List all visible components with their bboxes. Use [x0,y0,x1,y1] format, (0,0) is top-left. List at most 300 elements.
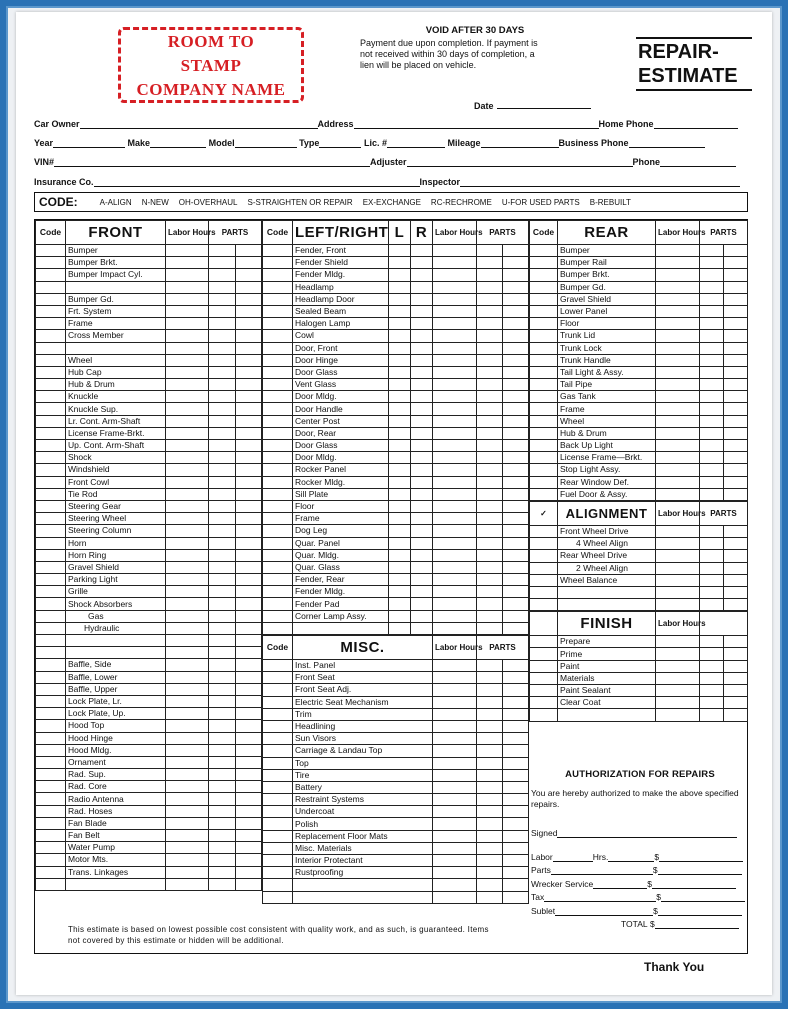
entry-cell[interactable] [433,379,477,391]
entry-cell[interactable] [411,476,433,488]
entry-cell[interactable] [411,318,433,330]
code-cell[interactable] [530,697,558,709]
entry-cell[interactable] [209,464,236,476]
entry-cell[interactable] [389,293,411,305]
code-cell[interactable] [36,659,66,671]
entry-cell[interactable] [503,305,529,317]
entry-cell[interactable] [411,379,433,391]
code-cell[interactable] [36,817,66,829]
entry-cell[interactable] [236,586,262,598]
entry-cell[interactable] [236,635,262,647]
entry-cell[interactable] [209,561,236,573]
entry-cell[interactable] [656,660,700,672]
entry-cell[interactable] [656,709,700,721]
entry-cell[interactable] [477,757,503,769]
code-cell[interactable] [36,830,66,842]
entry-cell[interactable] [166,245,209,257]
entry-cell[interactable] [389,305,411,317]
entry-cell[interactable] [433,305,477,317]
entry-cell[interactable] [503,794,529,806]
code-cell[interactable] [530,648,558,660]
entry-cell[interactable] [411,269,433,281]
type-field[interactable] [319,139,361,148]
entry-cell[interactable] [477,342,503,354]
entry-cell[interactable] [433,427,477,439]
entry-cell[interactable] [236,830,262,842]
code-cell[interactable] [36,574,66,586]
code-cell[interactable] [263,379,293,391]
entry-cell[interactable] [433,561,477,573]
code-cell[interactable] [36,257,66,269]
code-cell[interactable] [36,732,66,744]
entry-cell[interactable] [209,525,236,537]
entry-cell[interactable] [411,464,433,476]
entry-cell[interactable] [724,538,748,550]
entry-cell[interactable] [209,257,236,269]
entry-cell[interactable] [503,610,529,622]
entry-cell[interactable] [503,427,529,439]
entry-cell[interactable] [166,330,209,342]
vin-field[interactable] [54,158,370,167]
entry-cell[interactable] [700,415,724,427]
entry-cell[interactable] [724,354,748,366]
entry-cell[interactable] [236,878,262,890]
entry-cell[interactable] [433,391,477,403]
entry-cell[interactable] [700,293,724,305]
entry-cell[interactable] [656,379,700,391]
entry-cell[interactable] [166,683,209,695]
phone-field[interactable] [660,158,736,167]
entry-cell[interactable] [236,854,262,866]
entry-cell[interactable] [433,342,477,354]
entry-cell[interactable] [433,488,477,500]
entry-cell[interactable] [724,488,748,500]
entry-cell[interactable] [166,525,209,537]
entry-cell[interactable] [209,513,236,525]
entry-cell[interactable] [411,586,433,598]
code-cell[interactable] [36,330,66,342]
entry-cell[interactable] [724,464,748,476]
code-cell[interactable] [530,269,558,281]
entry-cell[interactable] [724,305,748,317]
code-cell[interactable] [530,685,558,697]
entry-cell[interactable] [166,342,209,354]
entry-cell[interactable] [411,293,433,305]
entry-cell[interactable] [166,354,209,366]
entry-cell[interactable] [503,464,529,476]
code-cell[interactable] [263,745,293,757]
code-cell[interactable] [263,622,293,634]
entry-cell[interactable] [389,257,411,269]
code-cell[interactable] [263,269,293,281]
entry-cell[interactable] [656,636,700,648]
entry-cell[interactable] [503,415,529,427]
entry-cell[interactable] [656,427,700,439]
entry-cell[interactable] [411,330,433,342]
entry-cell[interactable] [700,427,724,439]
entry-cell[interactable] [209,598,236,610]
entry-cell[interactable] [433,366,477,378]
code-cell[interactable] [36,464,66,476]
entry-cell[interactable] [236,683,262,695]
entry-cell[interactable] [477,891,503,903]
entry-cell[interactable] [411,305,433,317]
entry-cell[interactable] [503,696,529,708]
entry-cell[interactable] [656,440,700,452]
entry-cell[interactable] [477,427,503,439]
entry-cell[interactable] [389,500,411,512]
entry-cell[interactable] [209,537,236,549]
entry-cell[interactable] [209,671,236,683]
entry-cell[interactable] [724,403,748,415]
entry-cell[interactable] [236,695,262,707]
entry-cell[interactable] [433,574,477,586]
entry-cell[interactable] [477,537,503,549]
entry-cell[interactable] [166,756,209,768]
code-cell[interactable] [530,452,558,464]
entry-cell[interactable] [724,366,748,378]
entry-cell[interactable] [477,830,503,842]
entry-cell[interactable] [236,525,262,537]
entry-cell[interactable] [411,452,433,464]
lic-field[interactable] [387,139,445,148]
entry-cell[interactable] [209,281,236,293]
entry-cell[interactable] [411,561,433,573]
code-cell[interactable] [263,696,293,708]
entry-cell[interactable] [209,403,236,415]
labor-amount-field[interactable] [659,853,743,862]
entry-cell[interactable] [724,440,748,452]
entry-cell[interactable] [656,464,700,476]
inspector-field[interactable] [460,178,740,187]
entry-cell[interactable] [700,488,724,500]
entry-cell[interactable] [700,379,724,391]
entry-cell[interactable] [477,574,503,586]
entry-cell[interactable] [236,488,262,500]
entry-cell[interactable] [503,476,529,488]
entry-cell[interactable] [236,245,262,257]
entry-cell[interactable] [389,513,411,525]
entry-cell[interactable] [433,830,477,842]
entry-cell[interactable] [389,366,411,378]
entry-cell[interactable] [503,281,529,293]
code-cell[interactable] [36,610,66,622]
entry-cell[interactable] [656,525,700,537]
entry-cell[interactable] [700,245,724,257]
entry-cell[interactable] [389,415,411,427]
entry-cell[interactable] [503,733,529,745]
code-cell[interactable] [263,513,293,525]
entry-cell[interactable] [433,684,477,696]
code-cell[interactable] [36,878,66,890]
entry-cell[interactable] [433,476,477,488]
code-cell[interactable] [530,379,558,391]
entry-cell[interactable] [503,660,529,672]
entry-cell[interactable] [433,794,477,806]
entry-cell[interactable] [724,574,748,586]
code-cell[interactable] [530,293,558,305]
entry-cell[interactable] [236,598,262,610]
entry-cell[interactable] [433,867,477,879]
entry-cell[interactable] [166,598,209,610]
entry-cell[interactable] [389,586,411,598]
entry-cell[interactable] [166,708,209,720]
entry-cell[interactable] [477,440,503,452]
entry-cell[interactable] [503,366,529,378]
entry-cell[interactable] [166,586,209,598]
entry-cell[interactable] [389,525,411,537]
code-cell[interactable] [263,660,293,672]
code-cell[interactable] [263,318,293,330]
entry-cell[interactable] [656,293,700,305]
entry-cell[interactable] [166,695,209,707]
entry-cell[interactable] [656,697,700,709]
entry-cell[interactable] [724,586,748,598]
entry-cell[interactable] [236,647,262,659]
entry-cell[interactable] [477,391,503,403]
entry-cell[interactable] [166,537,209,549]
entry-cell[interactable] [477,366,503,378]
entry-cell[interactable] [700,476,724,488]
entry-cell[interactable] [503,684,529,696]
entry-cell[interactable] [209,305,236,317]
entry-cell[interactable] [700,648,724,660]
entry-cell[interactable] [656,488,700,500]
entry-cell[interactable] [477,379,503,391]
entry-cell[interactable] [503,257,529,269]
entry-cell[interactable] [411,549,433,561]
code-cell[interactable] [36,318,66,330]
entry-cell[interactable] [209,549,236,561]
entry-cell[interactable] [166,744,209,756]
entry-cell[interactable] [656,586,700,598]
entry-cell[interactable] [433,537,477,549]
entry-cell[interactable] [389,476,411,488]
entry-cell[interactable] [656,550,700,562]
address-field[interactable] [354,120,599,129]
entry-cell[interactable] [236,732,262,744]
code-cell[interactable] [263,794,293,806]
entry-cell[interactable] [166,549,209,561]
code-cell[interactable] [530,709,558,721]
entry-cell[interactable] [236,549,262,561]
entry-cell[interactable] [477,806,503,818]
code-cell[interactable] [263,842,293,854]
entry-cell[interactable] [236,500,262,512]
code-cell[interactable] [263,806,293,818]
entry-cell[interactable] [411,281,433,293]
code-cell[interactable] [530,305,558,317]
entry-cell[interactable] [700,257,724,269]
entry-cell[interactable] [656,342,700,354]
entry-cell[interactable] [389,342,411,354]
entry-cell[interactable] [209,245,236,257]
entry-cell[interactable] [503,879,529,891]
sublet-amount-field[interactable] [658,907,742,916]
entry-cell[interactable] [700,538,724,550]
entry-cell[interactable] [166,561,209,573]
code-cell[interactable] [36,720,66,732]
code-cell[interactable] [530,342,558,354]
entry-cell[interactable] [700,281,724,293]
entry-cell[interactable] [503,855,529,867]
entry-cell[interactable] [477,488,503,500]
code-cell[interactable] [36,391,66,403]
entry-cell[interactable] [503,549,529,561]
entry-cell[interactable] [236,354,262,366]
entry-cell[interactable] [503,513,529,525]
entry-cell[interactable] [209,610,236,622]
entry-cell[interactable] [236,769,262,781]
entry-cell[interactable] [389,622,411,634]
entry-cell[interactable] [724,562,748,574]
entry-cell[interactable] [724,391,748,403]
entry-cell[interactable] [166,427,209,439]
code-cell[interactable] [263,598,293,610]
mileage-field[interactable] [481,139,559,148]
entry-cell[interactable] [389,403,411,415]
entry-cell[interactable] [236,379,262,391]
entry-cell[interactable] [477,660,503,672]
entry-cell[interactable] [477,622,503,634]
wrecker-amount-field[interactable] [652,880,736,889]
entry-cell[interactable] [503,500,529,512]
entry-cell[interactable] [433,818,477,830]
entry-cell[interactable] [411,427,433,439]
entry-cell[interactable] [724,476,748,488]
entry-cell[interactable] [433,672,477,684]
entry-cell[interactable] [656,318,700,330]
entry-cell[interactable] [411,354,433,366]
entry-cell[interactable] [209,488,236,500]
code-cell[interactable] [530,245,558,257]
entry-cell[interactable] [433,769,477,781]
entry-cell[interactable] [209,293,236,305]
entry-cell[interactable] [209,842,236,854]
entry-cell[interactable] [411,440,433,452]
code-cell[interactable] [263,476,293,488]
entry-cell[interactable] [209,342,236,354]
entry-cell[interactable] [166,269,209,281]
entry-cell[interactable] [700,697,724,709]
parts-amount-field[interactable] [658,866,742,875]
entry-cell[interactable] [724,525,748,537]
entry-cell[interactable] [724,379,748,391]
code-cell[interactable] [36,281,66,293]
code-cell[interactable] [263,391,293,403]
code-cell[interactable] [36,598,66,610]
code-cell[interactable] [263,549,293,561]
code-cell[interactable] [263,561,293,573]
entry-cell[interactable] [503,403,529,415]
tax-amount-field[interactable] [661,893,745,902]
entry-cell[interactable] [477,794,503,806]
entry-cell[interactable] [236,622,262,634]
code-cell[interactable] [36,403,66,415]
code-cell[interactable] [530,415,558,427]
entry-cell[interactable] [236,561,262,573]
code-cell[interactable] [263,330,293,342]
entry-cell[interactable] [166,293,209,305]
entry-cell[interactable] [411,257,433,269]
entry-cell[interactable] [503,342,529,354]
entry-cell[interactable] [724,636,748,648]
entry-cell[interactable] [209,769,236,781]
code-cell[interactable] [263,537,293,549]
entry-cell[interactable] [166,452,209,464]
entry-cell[interactable] [503,245,529,257]
entry-cell[interactable] [477,708,503,720]
code-cell[interactable] [36,854,66,866]
labor-field[interactable] [553,853,593,862]
code-cell[interactable] [530,403,558,415]
entry-cell[interactable] [209,622,236,634]
entry-cell[interactable] [656,476,700,488]
entry-cell[interactable] [209,756,236,768]
entry-cell[interactable] [503,598,529,610]
code-cell[interactable] [263,586,293,598]
entry-cell[interactable] [656,305,700,317]
entry-cell[interactable] [389,379,411,391]
entry-cell[interactable] [724,697,748,709]
entry-cell[interactable] [209,452,236,464]
code-cell[interactable] [263,293,293,305]
entry-cell[interactable] [166,866,209,878]
entry-cell[interactable] [236,269,262,281]
entry-cell[interactable] [166,500,209,512]
entry-cell[interactable] [700,574,724,586]
entry-cell[interactable] [209,878,236,890]
code-cell[interactable] [36,525,66,537]
code-cell[interactable] [530,538,558,550]
entry-cell[interactable] [477,561,503,573]
code-cell[interactable] [530,586,558,598]
entry-cell[interactable] [700,586,724,598]
entry-cell[interactable] [724,245,748,257]
code-cell[interactable] [36,647,66,659]
entry-cell[interactable] [166,647,209,659]
code-cell[interactable] [36,683,66,695]
code-cell[interactable] [263,500,293,512]
entry-cell[interactable] [700,709,724,721]
entry-cell[interactable] [236,427,262,439]
code-cell[interactable] [530,599,558,611]
entry-cell[interactable] [389,245,411,257]
entry-cell[interactable] [433,281,477,293]
date-field[interactable] [474,100,591,111]
entry-cell[interactable] [166,769,209,781]
entry-cell[interactable] [209,354,236,366]
entry-cell[interactable] [236,476,262,488]
code-cell[interactable] [530,488,558,500]
code-cell[interactable] [263,427,293,439]
entry-cell[interactable] [433,806,477,818]
code-cell[interactable] [263,733,293,745]
insurance-field[interactable] [94,178,420,187]
entry-cell[interactable] [700,672,724,684]
entry-cell[interactable] [477,403,503,415]
entry-cell[interactable] [411,415,433,427]
entry-cell[interactable] [209,647,236,659]
code-cell[interactable] [36,635,66,647]
entry-cell[interactable] [477,672,503,684]
entry-cell[interactable] [389,318,411,330]
code-cell[interactable] [530,476,558,488]
entry-cell[interactable] [236,257,262,269]
entry-cell[interactable] [209,318,236,330]
entry-cell[interactable] [433,622,477,634]
code-cell[interactable] [263,245,293,257]
